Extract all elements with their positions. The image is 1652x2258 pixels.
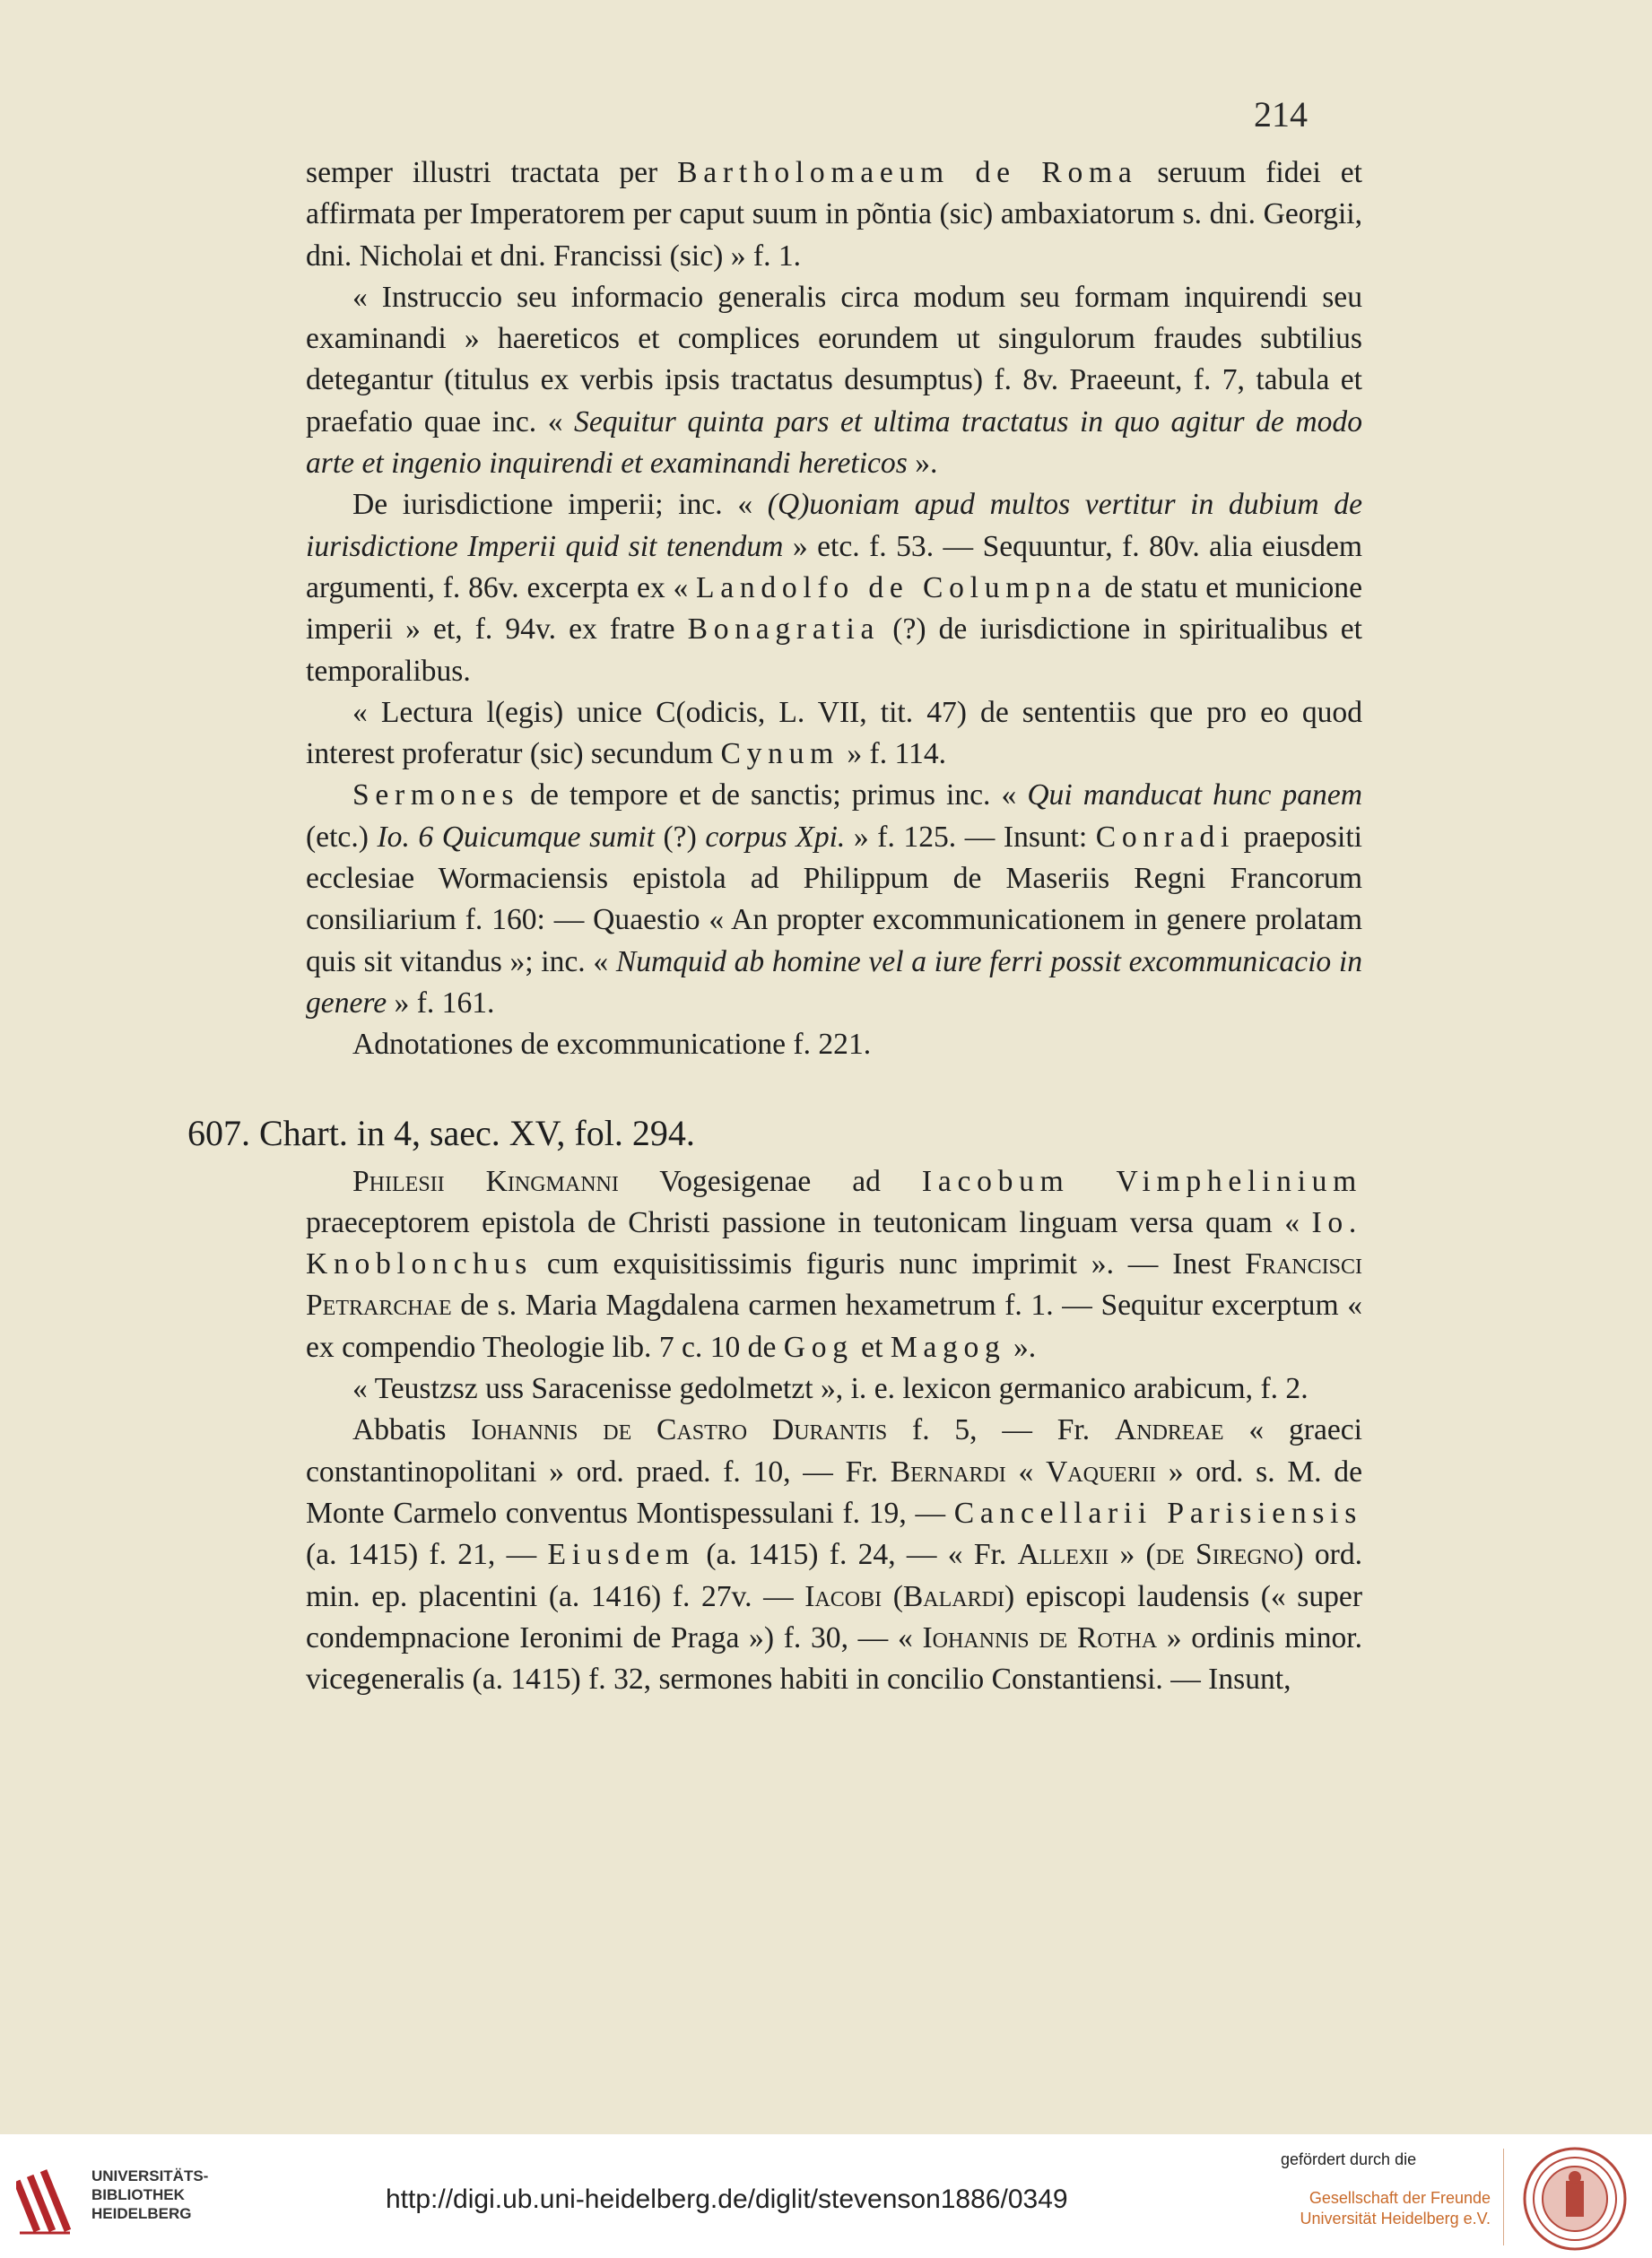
text-run: praeceptorem epistola de Christi passione in teutonicam linguam versa quam «: [306, 1205, 1312, 1239]
text-run: Conradi: [1095, 820, 1235, 854]
footer-bar: [0, 2134, 1652, 2258]
text-run: Adnotationes de excommunicatione f. 221.: [352, 1028, 872, 1062]
text-run: (: [882, 1579, 903, 1613]
text-run: Sermones: [352, 778, 520, 812]
text-run: et: [853, 1330, 891, 1364]
society-seal-icon: [1521, 2145, 1629, 2253]
text-run: Sequitur quinta pars et ultima tractatus in quo agitur de modo arte et ingenio inquirendi et examinandi hereticos: [306, 404, 1362, 481]
text-run: » ord. s. M. de Monte Carmelo conventus Montispessulani f. 19, —: [306, 1455, 1363, 1530]
paragraph: [306, 1368, 1362, 1410]
text-run: Iohannis de Rotha: [922, 1620, 1158, 1654]
text-run: Cynum: [720, 737, 839, 771]
funded-by-label: gefördert durch die: [1281, 2150, 1417, 2168]
library-name: UNIVERSITÄTS- BIBLIOTHEK HEIDELBERG: [91, 2167, 209, 2222]
text-run: corpus Xpi.: [705, 820, 846, 854]
text-run: 607. Chart. in 4, saec. XV, fol. 294.: [187, 1112, 695, 1153]
text-run: » ordinis minor. vicegeneralis (a. 1415) f. 32, sermones habiti in concilio Constantiensi. — Insunt,: [306, 1620, 1363, 1697]
text-run: » f. 114.: [839, 737, 947, 771]
paragraph: [306, 775, 1362, 1024]
text-run: Iacobi: [804, 1579, 883, 1613]
text-run: » f. 125. — Insunt:: [845, 820, 1096, 854]
text-run: Gog: [783, 1330, 854, 1364]
text-run: cum exquisitissimis figuris nunc imprimit ». — Inest: [533, 1247, 1246, 1281]
footer-divider: [1503, 2149, 1504, 2245]
text-run: « Teustzsz uss Saracenisse gedolmetzt », i. e. lexicon germanico arabicum, f. 2.: [352, 1372, 1309, 1406]
text-run: Iacobum Vimphelinium: [921, 1164, 1362, 1198]
text-run: « Lectura l(egis) unice C(odicis, L. VII, tit. 47) de sententiis que pro eo quod interest proferatur (sic) secundum: [306, 695, 1362, 771]
text-run: semper illustri tractata per: [306, 156, 678, 189]
text-run: ».: [907, 447, 938, 481]
text-run: Bartholomaeum de Roma: [677, 156, 1138, 189]
text-run: (a. 1415) f. 21, —: [306, 1538, 548, 1572]
text-run: ».: [1005, 1330, 1037, 1364]
text-run: praepositi ecclesiae Wormaciensis epistola ad Philippum de Maseriis Regni Francorum consiliarium f. 160: — Quaestio « An propter excommunicationem in genere prolatam quis sit vitandus »; inc. «: [306, 820, 1362, 978]
text-run: Iohannis de Castro Durantis: [471, 1413, 888, 1447]
text-run: f. 5, — Fr.: [887, 1413, 1115, 1447]
paragraph: [306, 484, 1362, 691]
text-run: (Q)uoniam apud multos vertitur in dubium de iurisdictione Imperii quid sit tenendum: [306, 488, 1363, 563]
paragraph: [306, 277, 1362, 484]
entry-heading: [187, 1111, 1362, 1156]
text-run: Io. Knoblonchus: [306, 1205, 1362, 1281]
text-run: (etc.): [306, 820, 378, 854]
page-body: [187, 152, 1363, 1700]
paragraph: [306, 152, 1362, 277]
text-run: Andreae: [1115, 1413, 1224, 1447]
paragraph: [306, 1161, 1362, 1368]
text-run: (?) de iurisdictione in spiritualibus et temporalibus.: [306, 612, 1362, 688]
text-run: Magog: [890, 1330, 1006, 1364]
text-run: Landolfo de Columpna: [696, 570, 1097, 604]
text-run: Bernardi: [890, 1455, 1006, 1489]
text-run: Francisci Petrarchae: [306, 1247, 1362, 1323]
university-library-logo-icon: [16, 2152, 81, 2238]
text-run: ) ord. min. ep. placentini (a. 1416) f. 27v. —: [306, 1538, 1362, 1613]
text-run: de Siregno: [1155, 1538, 1294, 1572]
text-run: « Instruccio seu informacio generalis circa modum seu formam inquirendi seu examinandi » haereticos et complices eorundem ut singulorum fraudes subtilius detegantur (titulus ex verbis ipsis tractatus desumptus) f. 8v. Praeeunt, f. 7, tabula et praefatio quae inc. «: [306, 280, 1362, 439]
text-run: de s. Maria Magdalena carmen hexametrum f. 1. — Sequitur excerptum « ex compendio Theologie lib. 7 c. 10 de: [306, 1289, 1362, 1364]
text-run: (a. 1415) f. 24, — « Fr.: [695, 1538, 1018, 1572]
text-run: Bonagratia: [687, 612, 881, 647]
text-run: » (: [1109, 1538, 1156, 1572]
text-run: ) episcopi laudensis (« super condempnacione Ieronimi de Praga ») f. 30, — «: [306, 1579, 1362, 1654]
text-run: Qui manducat hunc panem: [1027, 778, 1362, 812]
text-run: de tempore et de sanctis; primus inc. «: [519, 778, 1028, 812]
text-run: Cancellarii Parisiensis: [953, 1496, 1362, 1530]
text-run: De iurisdictione imperii; inc. «: [352, 488, 768, 522]
permalink-url[interactable]: http://digi.ub.uni-heidelberg.de/diglit/stevenson1886/0349: [386, 2184, 1068, 2214]
text-run: de statu et municione imperii » et, f. 94v. ex fratre: [306, 570, 1362, 647]
page-number: 214: [1254, 94, 1308, 135]
text-run: Philesii Kingmanni: [352, 1164, 619, 1198]
text-run: (?): [654, 820, 706, 854]
text-run: Io. 6 Quicumque sumit: [377, 820, 655, 854]
paragraph: [306, 1410, 1362, 1700]
text-run: Numquid ab homine vel a iure ferri possit excommunicacio in genere: [306, 944, 1362, 1020]
text-run: seruum fidei et affirmata per Imperatorem per caput suum in põntia (sic) ambaxiatorum s. dni. Georgii, dni. Nicholai et dni. Francissi (sic) » f. 1.: [306, 156, 1362, 273]
text-run: Allexii: [1017, 1538, 1109, 1572]
paragraph: [306, 692, 1362, 776]
text-run: Balardi: [902, 1579, 1004, 1613]
text-run: Eiusdem: [547, 1538, 696, 1572]
text-run: Vogesigenae ad: [618, 1164, 922, 1198]
society-name: Gesellschaft der Freunde Universität Heidelberg e.V.: [1300, 2189, 1491, 2228]
text-run: Vaquerii: [1046, 1455, 1156, 1489]
text-run: Abbatis: [352, 1413, 472, 1447]
text-run: » etc. f. 53. — Sequuntur, f. 80v. alia eiusdem argumenti, f. 86v. excerpta ex «: [306, 529, 1363, 604]
text-run: » f. 161.: [387, 986, 495, 1020]
paragraph: [306, 1024, 1362, 1065]
text-run: « graeci constantinopolitani » ord. praed. f. 10, — Fr.: [306, 1413, 1362, 1489]
text-run: «: [1005, 1455, 1047, 1489]
